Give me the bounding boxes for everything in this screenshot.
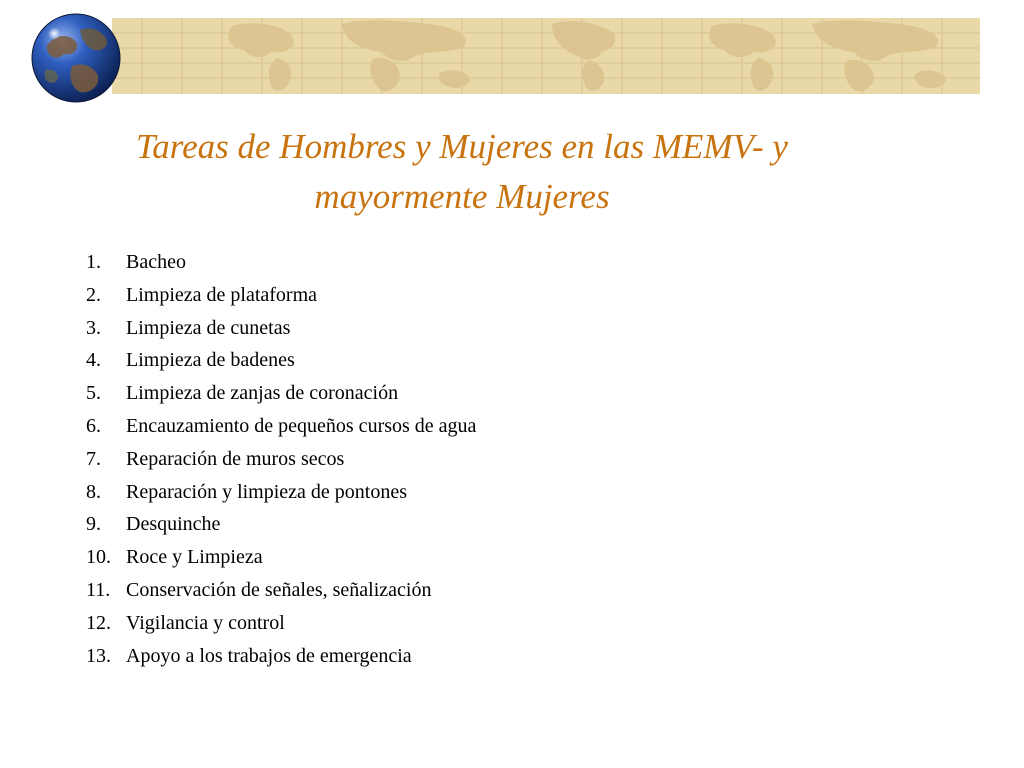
task-number: 4. <box>86 349 101 372</box>
world-map-banner <box>112 18 980 94</box>
slide-title-line-2: mayormente Mujeres <box>314 177 610 216</box>
task-text: Reparación y limpieza de pontones <box>126 480 408 503</box>
task-number: 8. <box>86 480 101 503</box>
task-text: Vigilancia y control <box>126 611 285 634</box>
world-map-graphic <box>112 18 980 94</box>
task-list <box>86 246 806 672</box>
task-text: Conservación de señales, señalización <box>126 578 432 601</box>
task-number: 11. <box>86 578 111 601</box>
task-item-9 <box>86 508 806 541</box>
slide-title <box>60 122 864 222</box>
task-number: 12. <box>86 611 111 634</box>
task-text: Reparación de muros secos <box>126 447 345 470</box>
task-number: 3. <box>86 316 101 339</box>
task-item-13 <box>86 640 806 673</box>
task-item-10 <box>86 541 806 574</box>
task-item-12 <box>86 607 806 640</box>
task-text: Desquinche <box>126 513 221 536</box>
task-number: 5. <box>86 382 101 405</box>
globe-graphic <box>30 12 122 104</box>
task-item-1 <box>86 246 806 279</box>
task-item-11 <box>86 574 806 607</box>
task-text: Limpieza de badenes <box>126 349 295 372</box>
task-text: Encauzamiento de pequeños cursos de agua <box>126 414 477 437</box>
slide-title-line-1: Tareas de Hombres y Mujeres en las MEMV- y <box>136 127 788 166</box>
globe-icon <box>30 12 122 104</box>
task-text: Limpieza de zanjas de coronación <box>126 382 399 405</box>
task-item-3 <box>86 312 806 345</box>
task-number: 10. <box>86 546 111 569</box>
task-number: 9. <box>86 513 101 536</box>
task-text: Limpieza de cunetas <box>126 316 291 339</box>
task-number: 13. <box>86 644 111 667</box>
task-item-7 <box>86 443 806 476</box>
task-number: 6. <box>86 414 101 437</box>
task-item-5 <box>86 377 806 410</box>
task-text: Limpieza de plataforma <box>126 283 318 306</box>
task-text: Bacheo <box>126 251 186 273</box>
task-text: Roce y Limpieza <box>126 546 263 569</box>
task-item-6 <box>86 410 806 443</box>
task-item-2 <box>86 279 806 312</box>
task-number: 7. <box>86 447 101 470</box>
task-item-4 <box>86 344 806 377</box>
task-number: 2. <box>86 283 101 306</box>
task-item-8 <box>86 476 806 509</box>
task-text: Apoyo a los trabajos de emergencia <box>126 644 412 667</box>
task-number: 1. <box>86 251 101 273</box>
